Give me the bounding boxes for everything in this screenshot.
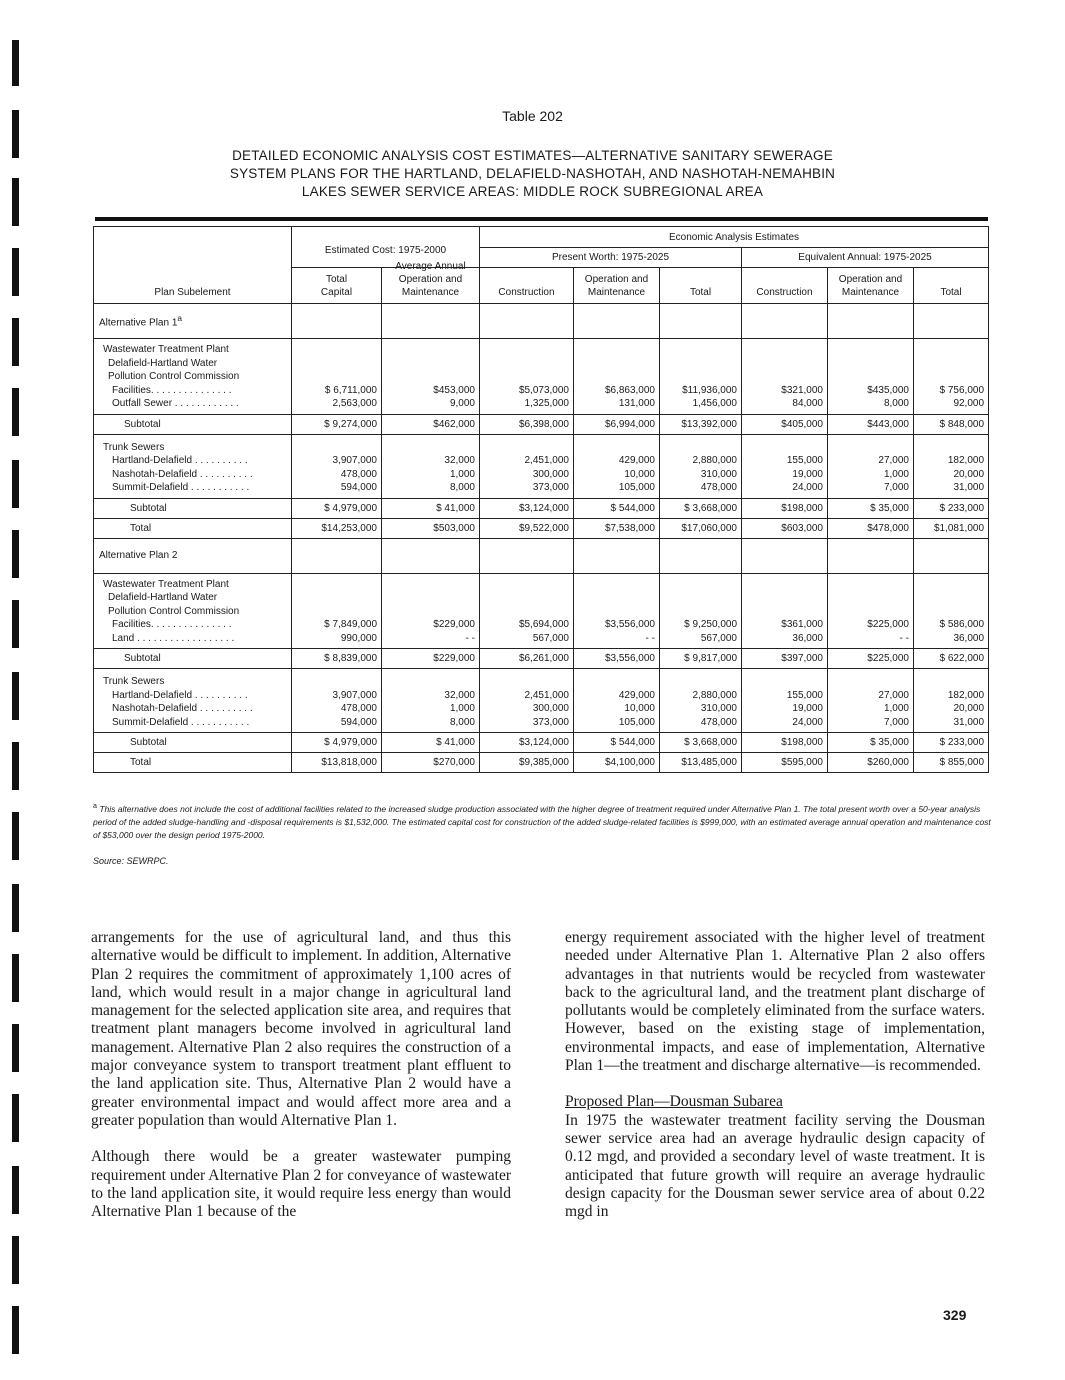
value-cell: $ 41,000: [382, 733, 480, 753]
footnote-marker: a: [93, 802, 97, 810]
value-cell: $225,000: [828, 649, 914, 669]
header-line: Average Annual: [395, 261, 466, 272]
value-cell: $4,100,000: [574, 753, 660, 773]
value-cell: 24,000: [792, 482, 823, 493]
row-label: Summit-Delafield . . . . . . . . . . .: [112, 482, 250, 493]
value-cell: $ 233,000: [914, 733, 989, 753]
table-title-line: SYSTEM PLANS FOR THE HARTLAND, DELAFIELD-NASHOTAH, AND NASHOTAH-NEMAHBIN: [229, 166, 836, 181]
table-top-rule: [95, 217, 988, 221]
value-cell: 10,000: [624, 703, 655, 714]
value-cell: 36,000: [953, 632, 985, 644]
group-label: Wastewater Treatment Plant: [103, 578, 229, 590]
wwtp-labels: [94, 339, 292, 415]
value-cell: 8,000: [449, 482, 475, 493]
value-cell: 429,000: [618, 455, 655, 466]
header-economic-analysis: Economic Analysis Estimates: [480, 227, 989, 248]
value-cell: $ 41,000: [382, 498, 480, 518]
value-cell: $198,000: [742, 498, 828, 518]
binding-mark: [12, 1236, 19, 1284]
header-line: Maintenance: [401, 287, 460, 298]
subtotal-row-label: Subtotal: [94, 649, 292, 669]
paragraph: arrangements for the use of agricultural land, and thus this alternative would be difficult to implement. In addition, Alternative Plan 2 requires the commitment of approximately 1,100 acres of land, which would result in a major change in agricultural land management for the selected application site area, and requires that treatment plant managers become involved in agricultural land management. Alternative Plan 2 also requires the construction of a major conveyance system to transport treatment plant effluent to the land application site. Thus, Alternative Plan 2 would have a greater environmental impact and would affect more area and a greater population than would Alternative Plan 1.: [91, 929, 511, 1129]
header-total: Total: [914, 268, 989, 304]
subtotal-row: [94, 649, 989, 669]
header-total: Total: [660, 268, 742, 304]
value-cell: $ 9,250,000: [684, 619, 737, 630]
value-cell: $6,398,000: [480, 414, 574, 434]
trunk-rows: [94, 434, 989, 498]
value-cell: 594,000: [340, 482, 377, 493]
plan-title: [94, 304, 292, 339]
empty-cell: [660, 538, 742, 573]
value-cell: $3,124,000: [480, 733, 574, 753]
value-column: [742, 434, 828, 498]
row-label: Outfall Sewer . . . . . . . . . . . .: [112, 398, 239, 409]
value-cell: $3,556,000: [604, 619, 655, 630]
binding-mark: [12, 884, 19, 932]
value-cell: $405,000: [742, 414, 828, 434]
value-column: [480, 434, 574, 498]
row-label: Hartland-Delafield . . . . . . . . . .: [112, 455, 248, 466]
empty-cell: [292, 304, 382, 339]
value-column: [292, 434, 382, 498]
value-cell: 373,000: [532, 716, 569, 728]
footnote-text: This alternative does not include the cost of additional facilities related to the increased sludge production associated with the higher degree of treatment required under Alternative Plan 1. The total present worth over a 50-year analysis period of the added sludge-handling and -disposal requirements is $1,532,000. The estimated capital cost for construction of the added sludge-related facilities is $999,000, with an estimated average annual operation and maintenance cost of $53,000 over the design period 1975-2000.: [93, 803, 991, 840]
empty-cell: [828, 538, 914, 573]
page-number: 329: [943, 1307, 967, 1323]
subtotal-row-label: Subtotal: [94, 498, 292, 518]
value-cell: $478,000: [828, 518, 914, 538]
value-cell: 478,000: [700, 482, 737, 493]
binding-mark: [12, 1024, 19, 1072]
header-line: Maintenance: [841, 287, 900, 298]
value-cell: $ 6,711,000: [324, 384, 377, 396]
value-cell: $361,000: [781, 619, 823, 630]
table-title-line: LAKES SEWER SERVICE AREAS: MIDDLE ROCK SUBREGIONAL AREA: [301, 184, 764, 199]
value-cell: $ 4,979,000: [292, 733, 382, 753]
table-number: Table 202: [502, 108, 563, 124]
row-label: Nashotah-Delafield . . . . . . . . . .: [112, 468, 253, 480]
value-cell: 8,000: [883, 398, 909, 409]
value-cell: 2,880,000: [692, 455, 737, 466]
header-average-annual-om: [382, 261, 480, 304]
binding-mark: [12, 742, 19, 790]
value-column: [914, 339, 989, 415]
row-label: Facilities. . . . . . . . . . . . . . .: [112, 619, 232, 630]
group-label: Trunk Sewers: [103, 676, 165, 687]
value-cell: 2,563,000: [332, 398, 377, 409]
header-present-worth: Present Worth: 1975-2025: [480, 248, 742, 268]
group-label: Pollution Control Commission: [108, 605, 240, 617]
group-label: Delafield-Hartland Water: [108, 357, 218, 369]
value-cell: 310,000: [700, 468, 737, 480]
value-cell: 32,000: [444, 455, 475, 466]
value-column: [742, 573, 828, 649]
value-cell: - -: [645, 632, 655, 644]
value-cell: 7,000: [883, 716, 909, 728]
empty-cell: [574, 304, 660, 339]
value-cell: $13,485,000: [660, 753, 742, 773]
empty-cell: [742, 304, 828, 339]
binding-mark: [12, 1166, 19, 1214]
value-column: [382, 339, 480, 415]
value-cell: 567,000: [532, 632, 569, 644]
value-cell: $5,073,000: [518, 384, 569, 396]
cost-estimate-table: [93, 226, 989, 773]
header-line: Operation and: [838, 274, 903, 285]
value-column: [742, 669, 828, 733]
value-cell: $ 35,000: [828, 733, 914, 753]
value-cell: 32,000: [444, 689, 475, 701]
value-column: [828, 434, 914, 498]
section-heading: Proposed Plan—Dousman Subarea: [565, 1093, 783, 1111]
total-row-label: Total: [94, 753, 292, 773]
binding-mark: [12, 248, 19, 296]
empty-cell: [828, 304, 914, 339]
trunk-rows: [94, 669, 989, 733]
value-column: [660, 434, 742, 498]
value-cell: $229,000: [433, 619, 475, 630]
value-column: [914, 669, 989, 733]
value-column: [828, 669, 914, 733]
value-column: [660, 573, 742, 649]
empty-cell: [480, 538, 574, 573]
value-cell: 478,000: [700, 716, 737, 728]
value-cell: $453,000: [433, 384, 475, 396]
plan-title-text: Alternative Plan 1: [99, 317, 178, 329]
value-cell: $ 586,000: [939, 619, 985, 630]
value-cell: $603,000: [742, 518, 828, 538]
value-column: [292, 573, 382, 649]
value-column: [382, 434, 480, 498]
value-cell: 31,000: [953, 482, 985, 493]
value-cell: $6,261,000: [480, 649, 574, 669]
header-plan-subelement: Plan Subelement: [94, 227, 292, 304]
value-cell: 9,000: [449, 398, 475, 409]
binding-mark: [12, 600, 19, 648]
value-cell: $462,000: [382, 414, 480, 434]
binding-mark: [12, 812, 19, 860]
binding-mark: [12, 1094, 19, 1142]
binding-mark: [12, 40, 19, 86]
value-cell: 373,000: [532, 482, 569, 493]
value-column: [574, 573, 660, 649]
row-label: Nashotah-Delafield . . . . . . . . . .: [112, 703, 253, 714]
paragraph: Although there would be a greater wastewater pumping requirement under Alternative Plan 2 for conveyance of wastewater to the land application site, it would require less energy than would Alternative Plan 1 because of the: [91, 1148, 511, 1221]
value-cell: $ 756,000: [939, 384, 985, 396]
value-cell: 2,451,000: [524, 455, 569, 466]
header-line: Operation and: [398, 274, 463, 285]
value-cell: $ 544,000: [574, 733, 660, 753]
value-cell: $ 855,000: [914, 753, 989, 773]
value-cell: 1,325,000: [524, 398, 569, 409]
group-label: Pollution Control Commission: [108, 371, 240, 382]
value-cell: 92,000: [953, 398, 985, 409]
table-title: [0, 147, 1065, 201]
plan2-section: [94, 538, 989, 773]
wwtp-rows: [94, 339, 989, 415]
paragraph: In 1975 the wastewater treatment facility serving the Dousman sewer service area had an average hydraulic design capacity of 0.12 mgd, and provided a secondary level of waste treatment. It is anticipated that future growth will require an average hydraulic design capacity for the Dousman sewer service area of about 0.22 mgd in: [565, 1111, 985, 1221]
binding-mark: [12, 1306, 19, 1354]
value-cell: $270,000: [382, 753, 480, 773]
value-column: [914, 573, 989, 649]
value-cell: 1,000: [883, 468, 909, 480]
value-column: [828, 573, 914, 649]
header-estimated-cost: Estimated Cost: 1975-2000: [292, 227, 480, 268]
value-column: [292, 669, 382, 733]
value-cell: $14,253,000: [292, 518, 382, 538]
trunk-labels: [94, 434, 292, 498]
empty-cell: [480, 304, 574, 339]
empty-cell: [574, 538, 660, 573]
row-label: Facilities. . . . . . . . . . . . . . .: [112, 384, 232, 396]
value-cell: $7,538,000: [574, 518, 660, 538]
value-cell: $321,000: [781, 384, 823, 396]
value-cell: 1,000: [449, 468, 475, 480]
value-column: [574, 669, 660, 733]
empty-cell: [914, 538, 989, 573]
value-cell: $11,936,000: [682, 384, 737, 396]
header-om: [828, 268, 914, 304]
header-equivalent-annual: Equivalent Annual: 1975-2025: [742, 248, 989, 268]
value-cell: $ 9,274,000: [292, 414, 382, 434]
value-cell: $260,000: [828, 753, 914, 773]
binding-mark: [12, 318, 19, 366]
row-label: Summit-Delafield . . . . . . . . . . .: [112, 716, 250, 728]
header-construction: Construction: [742, 268, 828, 304]
body-column-right: [565, 929, 985, 1221]
header-line: Total: [325, 274, 348, 285]
value-cell: 478,000: [340, 703, 377, 714]
value-cell: 155,000: [786, 455, 823, 466]
value-cell: 105,000: [618, 716, 655, 728]
value-cell: 19,000: [792, 703, 823, 714]
value-cell: - -: [465, 632, 475, 644]
body-column-left: [91, 929, 511, 1221]
empty-cell: [660, 304, 742, 339]
value-cell: 36,000: [792, 632, 823, 644]
value-cell: $ 35,000: [828, 498, 914, 518]
value-cell: $397,000: [742, 649, 828, 669]
group-label: Trunk Sewers: [103, 441, 165, 453]
value-cell: $ 233,000: [914, 498, 989, 518]
value-cell: $9,522,000: [480, 518, 574, 538]
value-column: [480, 669, 574, 733]
value-cell: 27,000: [878, 689, 909, 701]
wwtp-rows: [94, 573, 989, 649]
value-cell: 1,000: [883, 703, 909, 714]
empty-cell: [914, 304, 989, 339]
value-cell: $595,000: [742, 753, 828, 773]
header-construction: Construction: [480, 268, 574, 304]
binding-mark: [12, 460, 19, 508]
value-cell: 20,000: [953, 703, 985, 714]
value-column: [828, 339, 914, 415]
value-column: [382, 573, 480, 649]
plan-title: [94, 538, 292, 573]
value-cell: 990,000: [340, 632, 377, 644]
value-column: [660, 669, 742, 733]
value-cell: 429,000: [618, 689, 655, 701]
value-column: [382, 669, 480, 733]
value-cell: 1,456,000: [692, 398, 737, 409]
source-note: Source: SEWRPC.: [93, 856, 169, 866]
value-cell: $6,994,000: [574, 414, 660, 434]
header-om: [574, 268, 660, 304]
subtotal-row: [94, 498, 989, 518]
value-column: [742, 339, 828, 415]
value-column: [574, 434, 660, 498]
value-cell: 27,000: [878, 455, 909, 466]
value-cell: $503,000: [382, 518, 480, 538]
value-cell: $ 3,668,000: [660, 733, 742, 753]
value-cell: 3,907,000: [332, 689, 377, 701]
total-row: [94, 518, 989, 538]
value-cell: $ 8,839,000: [292, 649, 382, 669]
total-row-label: Total: [94, 518, 292, 538]
value-cell: 1,000: [449, 703, 475, 714]
value-cell: $13,392,000: [660, 414, 742, 434]
value-column: [914, 434, 989, 498]
group-label: Wastewater Treatment Plant: [103, 344, 229, 355]
value-cell: $ 9,817,000: [660, 649, 742, 669]
empty-cell: [382, 538, 480, 573]
wwtp-labels: [94, 573, 292, 649]
value-cell: 594,000: [340, 716, 377, 728]
value-cell: 310,000: [700, 703, 737, 714]
value-cell: $198,000: [742, 733, 828, 753]
value-column: [292, 339, 382, 415]
value-cell: 19,000: [792, 468, 823, 480]
value-cell: $435,000: [867, 384, 909, 396]
header-line: Operation and: [584, 274, 649, 285]
value-cell: 31,000: [953, 716, 985, 728]
value-cell: 105,000: [618, 482, 655, 493]
value-column: [574, 339, 660, 415]
value-cell: $225,000: [867, 619, 909, 630]
header-total-capital: [292, 268, 382, 304]
plan1-section: [94, 304, 989, 539]
value-cell: 567,000: [700, 632, 737, 644]
value-column: [480, 573, 574, 649]
value-column: [660, 339, 742, 415]
binding-mark: [12, 530, 19, 578]
value-cell: $ 3,668,000: [660, 498, 742, 518]
total-row: [94, 753, 989, 773]
value-cell: 7,000: [883, 482, 909, 493]
value-cell: $13,818,000: [292, 753, 382, 773]
value-cell: 182,000: [947, 689, 985, 701]
row-label: Land . . . . . . . . . . . . . . . . . .: [112, 632, 235, 644]
value-cell: 2,451,000: [524, 689, 569, 701]
binding-mark: [12, 388, 19, 436]
subtotal-row-label: Subtotal: [94, 414, 292, 434]
value-cell: 3,907,000: [332, 455, 377, 466]
value-cell: 10,000: [624, 468, 655, 480]
value-cell: $ 848,000: [914, 414, 989, 434]
footnote-marker: a: [177, 313, 183, 324]
value-cell: - -: [899, 632, 909, 644]
subtotal-row-label: Subtotal: [94, 733, 292, 753]
table-title-line: DETAILED ECONOMIC ANALYSIS COST ESTIMATES—ALTERNATIVE SANITARY SEWERAGE: [232, 148, 833, 163]
value-cell: 84,000: [792, 398, 823, 409]
binding-mark: [12, 954, 19, 1002]
value-cell: 131,000: [618, 398, 655, 409]
header-line: Maintenance: [587, 287, 646, 298]
value-cell: 2,880,000: [692, 689, 737, 701]
plan-title-row: [94, 538, 989, 573]
value-cell: $229,000: [382, 649, 480, 669]
value-cell: 20,000: [953, 468, 985, 480]
value-cell: $ 544,000: [574, 498, 660, 518]
trunk-labels: [94, 669, 292, 733]
value-cell: $ 622,000: [914, 649, 989, 669]
binding-mark: [12, 672, 19, 720]
value-cell: $3,556,000: [574, 649, 660, 669]
value-cell: 300,000: [532, 468, 569, 480]
row-label: Hartland-Delafield . . . . . . . . . .: [112, 689, 248, 701]
value-cell: $17,060,000: [660, 518, 742, 538]
subtotal-row: [94, 414, 989, 434]
value-cell: 300,000: [532, 703, 569, 714]
value-column: [480, 339, 574, 415]
value-cell: $9,385,000: [480, 753, 574, 773]
value-cell: $ 7,849,000: [324, 619, 377, 630]
value-cell: $3,124,000: [480, 498, 574, 518]
value-cell: $1,081,000: [914, 518, 989, 538]
group-label: Delafield-Hartland Water: [108, 592, 218, 603]
value-cell: $6,863,000: [604, 384, 655, 396]
plan-title-text: Alternative Plan 2: [99, 550, 178, 561]
empty-cell: [742, 538, 828, 573]
value-cell: 478,000: [340, 468, 377, 480]
table-footnote: [93, 800, 993, 842]
empty-cell: [382, 304, 480, 339]
value-cell: $ 4,979,000: [292, 498, 382, 518]
plan-title-row: [94, 304, 989, 339]
value-cell: 24,000: [792, 716, 823, 728]
value-cell: $5,694,000: [518, 619, 569, 630]
value-cell: 182,000: [947, 455, 985, 466]
header-line: Capital: [320, 287, 353, 298]
value-cell: 8,000: [449, 716, 475, 728]
empty-cell: [292, 538, 382, 573]
paragraph: energy requirement associated with the higher level of treatment needed under Alternative Plan 1. Alternative Plan 2 also offers advantages in that nutrients would be recycled from wastewater back to the agricultural land, and the treatment plant discharge of pollutants would be completely eliminated from the surface waters. However, based on the existing stage of implementation, environmental impacts, and ease of implementation, Alternative Plan 1—the treatment and discharge alternative—is recommended.: [565, 929, 985, 1075]
subtotal-row: [94, 733, 989, 753]
value-cell: 155,000: [786, 689, 823, 701]
value-cell: $443,000: [828, 414, 914, 434]
